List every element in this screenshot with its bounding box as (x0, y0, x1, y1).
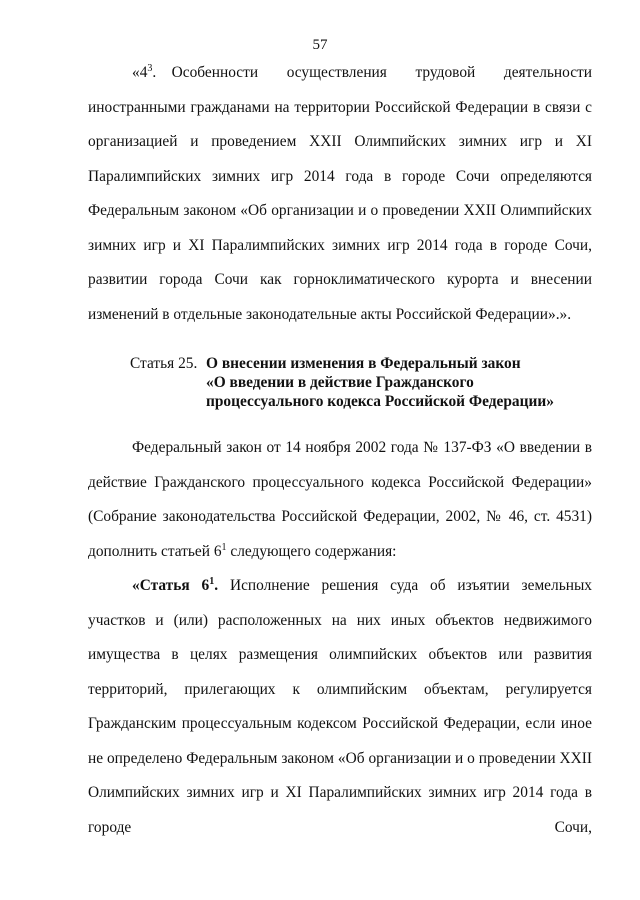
article-6-1-dot: . (214, 577, 219, 594)
article-6-1-heading (132, 577, 218, 594)
paragraph-text: . Особенности осуществления трудовой деятельности иностранными гражданами на территории Российской Федерации в связи с организацией и проведением XXII Олимпийских зимних игр и XI Паралимпийских зимних игр 2014 года в городе Сочи определяются Федеральным законом «Об организации и о проведении XXII Олимпийских зимних игр и XI Паралимпийских зимних игр 2014 года в городе Сочи, развитии города Сочи как горноклиматического курорта и внесении изменений в отдельные законодательные акты Российской Федерации».». (88, 64, 592, 323)
paragraph-amendment (88, 431, 592, 569)
article-superscript: 1 (221, 541, 227, 553)
article-title (206, 354, 554, 411)
article-label: Статья 25. (130, 355, 198, 372)
paragraph-text: Исполнение решения суда об изъятии земельных участков и (или) расположенных на них иных объектов недвижимого имущества в целях размещения олимпийских объектов или развития территорий, прилегающих к олимпийским объектам, регулируется Гражданским процессуальным кодексом Российской Федерации, если иное не определено Федеральным законом «Об организации и о проведении XXII Олимпийских зимних игр и XI Паралимпийских зимних игр 2014 года в городе Сочи, (88, 577, 592, 836)
section-number: «4 (132, 64, 148, 81)
article-title-line: О внесении изменения в Федеральный закон (206, 355, 521, 372)
paragraph-text: Федеральный закон от 14 ноября 2002 года № 137-ФЗ «О введении в действие Гражданского процессуального кодекса Российской Федерации» (Собрание законодательства Российской Федерации, 2002, № 46, ст. 4531) дополнить статьей 6 (88, 439, 592, 560)
article-title-line: «О введении в действие Гражданского (206, 374, 474, 391)
paragraph-foreign-labor (88, 56, 592, 332)
section-number-superscript: 3 (147, 62, 153, 74)
article-6-1-superscript: 1 (209, 575, 215, 587)
article-6-1-label: «Статья 6 (132, 577, 210, 594)
article-title-line: процессуального кодекса Российской Федерации» (206, 393, 554, 410)
page-number: 57 (312, 37, 328, 53)
article-25-heading (130, 354, 590, 411)
paragraph-article-6-1 (88, 569, 592, 845)
paragraph-text-end: следующего содержания: (226, 542, 397, 560)
